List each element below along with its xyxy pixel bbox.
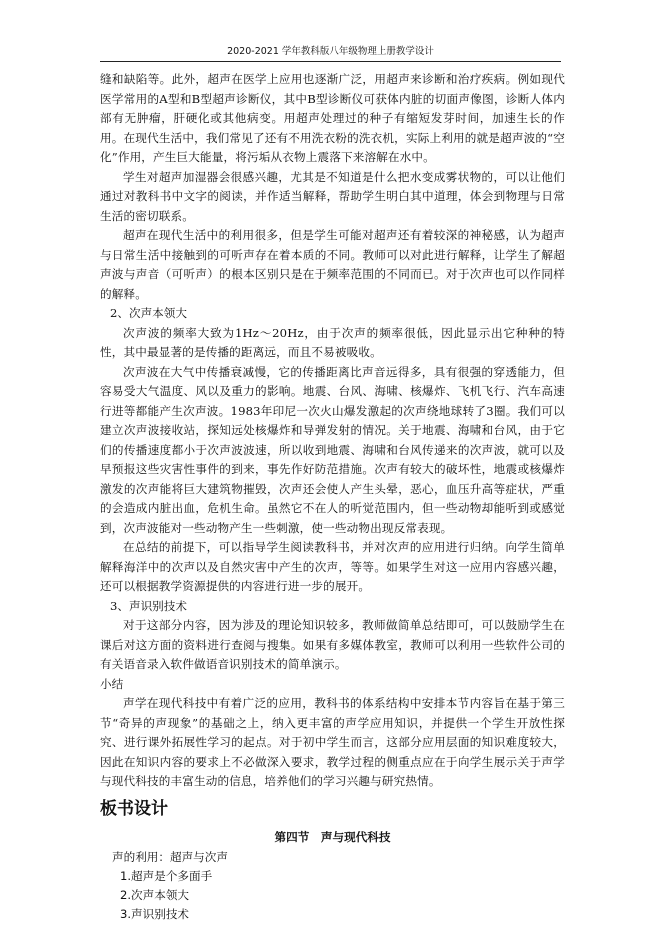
board-design-title: 板书设计 <box>100 798 168 819</box>
paragraph: 对于这部分内容，因为涉及的理论知识较多，教师做简单总结即可，可以鼓励学生在课后对这方面的资料进行查阅与搜集。如果有多媒体教室，教师可以利用一些软件公司的有关语音录入软件做语音识别技术的简单演示。 <box>100 618 565 671</box>
board-item: 2.次声本领大 <box>120 887 190 902</box>
summary-heading: 小结 <box>100 676 124 691</box>
section-heading: 2、次声本领大 <box>110 306 187 320</box>
paragraph: 次声波的频率大致为1Hz～20Hz，由于次声的频率很低，因此显示出它种种的特性，其中最显著的是传播的距离远，而且不易被吸收。 <box>100 325 565 359</box>
section-heading: 3、声识别技术 <box>110 598 187 613</box>
board-subtitle: 声的利用：超声与次声 <box>112 849 228 864</box>
paragraph: 学生对超声加湿器会很感兴趣，尤其是不知道是什么把水变成雾状物的，可以让他们通过对教科书中文字的阅读，并作适当解释，帮助学生明白其中道理，体会到物理与日常生活的密切联系。 <box>100 169 565 223</box>
document-body <box>100 70 565 924</box>
paragraph: 超声在现代生活中的利用很多，但是学生可能对超声还有着较深的神秘感，认为超声与日常生活中接触到的可听声存在着本质的不同。教师可以对此进行解释，让学生了解超声波与声音（可听声）的根本区别只是在于频率范围的不同而已。对于次声也可以作同样的解释。 <box>100 228 565 301</box>
paragraph: 次声波在大气中传播衰减慢，它的传播距离比声音远得多，具有很强的穿透能力，但容易受大气温度、风以及重力的影响。地震、台风、海啸、核爆炸、飞机飞行、汽车高速行进等都能产生次声波。1983年印尼一次火山爆发激起的次声绕地球转了3圈。我们可以建立次声波接收站，探知远处核爆炸和导弹发射的情况。关于地震、海啸和台风，由于它们的传播速度都小于次声波波速，所以收到地震、海啸和台风传递来的次声波，就可以及早预报这些灾害性事件的到来，事先作好防范措施。次声有较大的破坏性，地震或核爆炸激发的次声能将巨大建筑物摧毁，次声还会使人产生头晕，恶心，血压升高等症状，严重的会造成内脏出血，危机生命。虽然它不在人的听觉范围内，但一些动物却能听到或感觉到，次声波能对一些动物产生一些刺激，使一些动物出现反常表现。 <box>100 364 565 535</box>
board-item: 3.声识别技术 <box>120 906 190 921</box>
paragraph: 在总结的前提下，可以指导学生阅读教科书，并对次声的应用进行归纳。向学生简单解释海洋中的次声以及自然灾害中产生的次声，等等。如果学生对这一应用内容感兴趣，还可以根据教学资源提供的内容进行进一步的展开。 <box>100 540 565 593</box>
board-item: 1.超声是个多面手 <box>120 868 213 883</box>
paragraph: 声学在现代科技中有着广泛的应用，教科书的体系结构中安排本节内容旨在基于第三节“奇异的声现象”的基础之上，纳入更丰富的声学应用知识，并提供一个学生开放性探究、进行课外拓展性学习的起点。对于初中学生而言，这部分应用层面的知识难度较大，因此在知识内容的要求上不必做深入要求，教学过程的侧重点应在于向学生展示关于声学与现代科技的丰富生动的信息，培养他们的学习兴趣与研究热情。 <box>100 696 565 788</box>
paragraph: 缝和缺陷等。此外，超声在医学上应用也逐渐广泛，用超声来诊断和治疗疾病。例如现代医学常用的A型和B型超声诊断仪，其中B型诊断仪可获体内脏的切面声像图，诊断人体内部有无肿瘤，肝硬化或其他病变。用超声处理过的种子有缩短发芽时间，加速生长的作用。在现代生活中，我们常见了还有不用洗衣粉的洗衣机，实际上利用的就是超声波的“空化”作用，产生巨大能量，将污垢从衣物上震落下来溶解在水中。 <box>100 72 565 164</box>
board-section-title: 第四节 声与现代科技 <box>274 829 391 844</box>
page-header: 2020-2021 学年教科版八年级物理上册教学设计 <box>100 46 561 62</box>
